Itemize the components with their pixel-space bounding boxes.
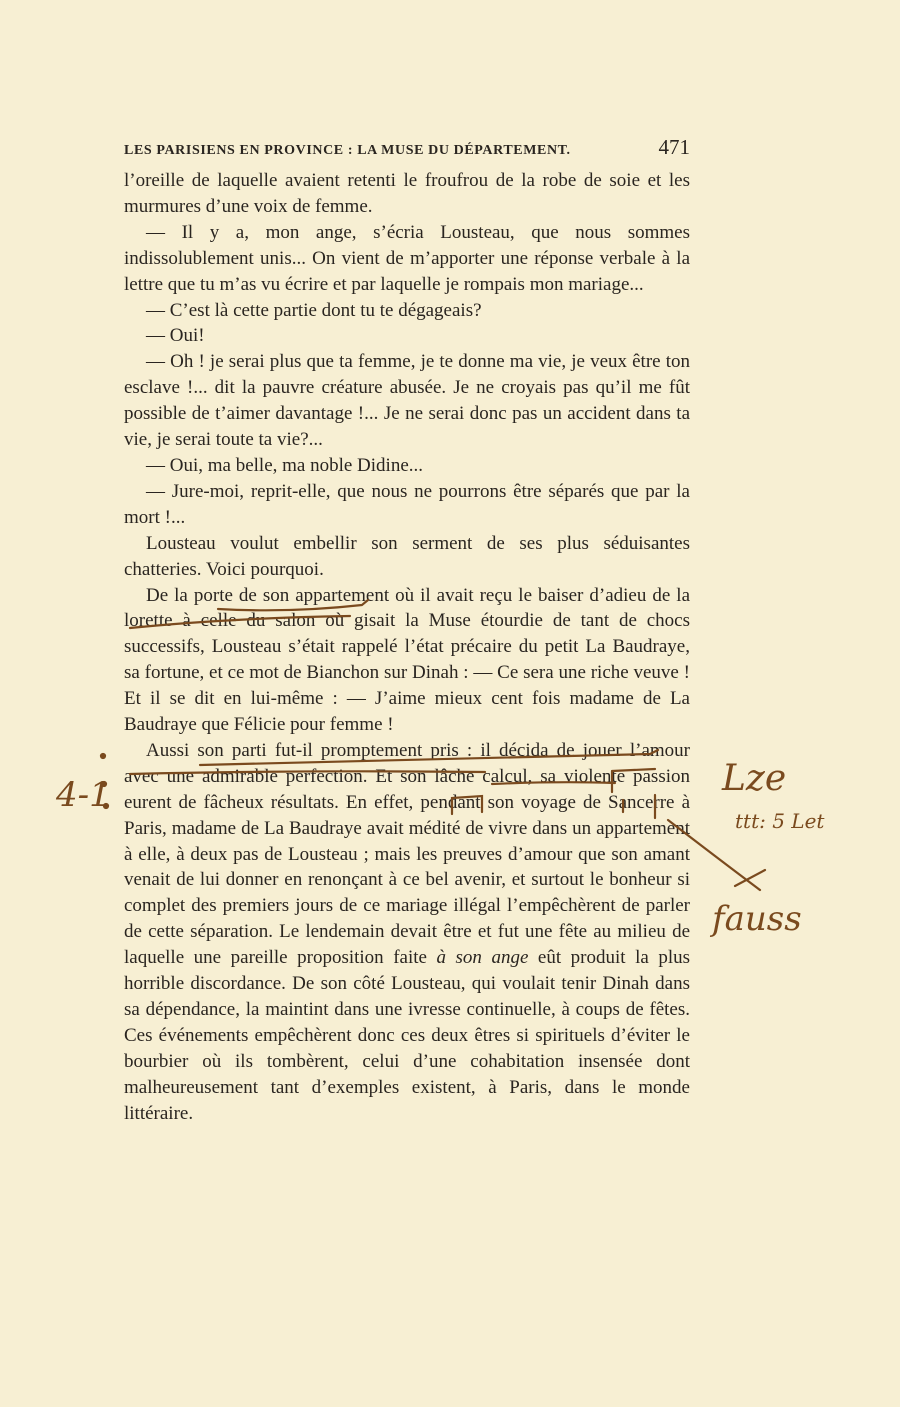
paragraph: — Jure-moi, reprit-elle, que nous ne pourrons être séparés que par la mort !...: [124, 480, 690, 528]
paragraph-text: eût produit la plus horrible discordance. De son côté Lousteau, qui voulait tenir Dinah dans sa dépendance, la maintint dans une ivresse continuelle, à coups de fêtes. Ces événements empêchèrent donc ces deux êtres si spirituels d’éviter le bourbier où ils tombèrent, celui d’une cohabitation insensée dont malheureusement tant d’exemples existent, à Paris, dans le monde littéraire.: [124, 947, 690, 1124]
paragraph: — Il y a, mon ange, s’écria Lousteau, que nous sommes indissolublement unis... On vient de m’apporter une réponse verbale à la lettre que tu m’as vu écrire et par laquelle je rompais mon mariage...: [124, 221, 690, 295]
running-title: LES PARISIENS EN PROVINCE : LA MUSE DU DÉPARTEMENT.: [124, 143, 571, 158]
paragraph: De la porte de son appartement où il avait reçu le baiser d’adieu de la lorette à celle du salon où gisait la Muse étourdie de tant de chocs successifs, Lousteau s’était rappelé l’état précaire du petit La Baudraye, sa fortune, et ce mot de Bianchon sur Dinah : — Ce sera une riche veuve ! Et il se dit en lui-même : — J’aime mieux cent fois madame de La Baudraye que Félicie pour femme !: [124, 584, 690, 736]
paragraph: — Oh ! je serai plus que ta femme, je te donne ma vie, je veux être ton esclave !... dit la pauvre créature abusée. Je ne croyais pas qu’il me fût possible de t’aimer davantage !... Je ne serai donc pas un accident dans ta vie, je serai toute ta vie?...: [124, 351, 690, 451]
paragraph: Lousteau voulut embellir son serment de ses plus séduisantes chatteries. Voici pourquoi.: [124, 532, 690, 580]
right-margin-note-bottom: fauss: [712, 899, 802, 939]
paragraph: — C’est là cette partie dont tu te dégageais?: [146, 299, 482, 321]
paragraph-text: Aussi son parti fut-il promptement pris : il décida de jouer l’amour avec une admirable perfection. Et son lâche calcul, sa violente passion eurent de fâcheux résultats. En effet, pendant son voyage de Sancerre à Paris, madame de La Baudraye avait médité de vivre dans un appartement à elle, à deux pas de Lousteau ; mais les preuves d’amour que son amant venait de lui donner en renonçant à ce bel avenir, et surtout le bonheur si complet des premiers jours de ce mariage illégal l’empêchèrent de parler de cette séparation. Le lendemain devait être et fut une fête au milieu de laquelle une pareille proposition faite: [124, 739, 690, 969]
right-margin-note-mid: ttt: 5 Let: [735, 809, 825, 833]
right-margin-note-top: Lze: [722, 758, 787, 799]
page-number: 471: [658, 135, 690, 159]
paragraph: l’oreille de laquelle avaient retenti le froufrou de la robe de soie et les murmures d’une voix de femme.: [124, 170, 690, 217]
left-margin-note: 4-1: [56, 775, 111, 815]
paragraph: — Oui!: [146, 325, 205, 347]
paragraph: — Oui, ma belle, ma noble Didine...: [146, 454, 424, 476]
italic-phrase: à son ange: [436, 947, 529, 969]
